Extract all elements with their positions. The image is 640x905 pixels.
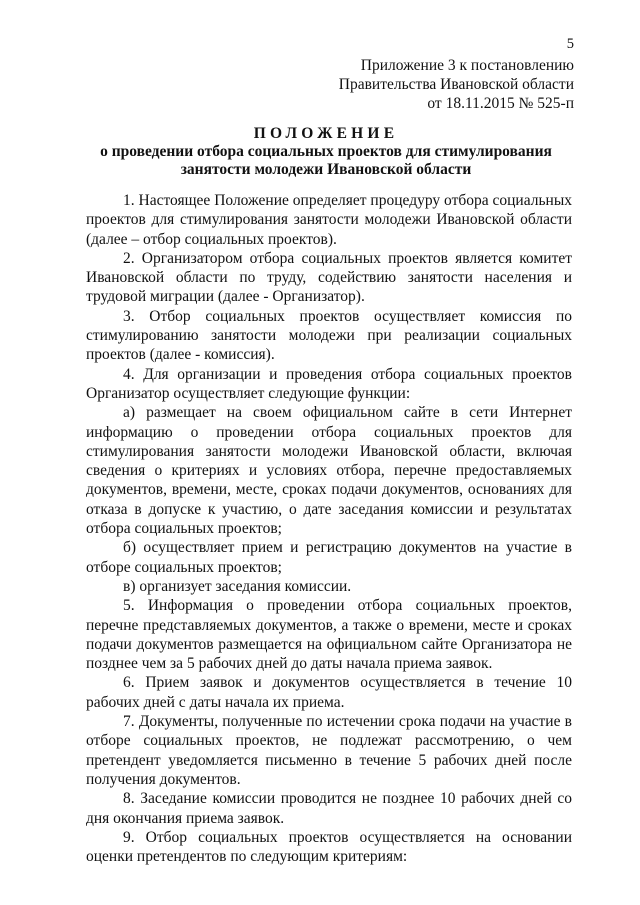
paragraph-2: 2. Организатором отбора социальных проектов является комитет Ивановской области по труду, содействию занятости населения и трудовой миграции (далее - Организатор). <box>86 249 572 306</box>
paragraph-9: 9. Отбор социальных проектов осуществляется на основании оценки претендентов по следующим критериям: <box>86 828 572 866</box>
header-line-3: от 18.11.2015 № 525-п <box>427 95 574 112</box>
title-subtitle-line-2: занятости молодежи Ивановской области <box>180 161 472 178</box>
document-body <box>86 191 572 866</box>
paragraph-8: 8. Заседание комиссии проводится не позднее 10 рабочих дней со дня окончания приема заявок. <box>86 790 572 827</box>
header-line-2: Правительства Ивановской области <box>338 76 574 93</box>
paragraph-7: 7. Документы, полученные по истечении срока подачи на участие в отборе социальных проектов, не подлежат рассмотрению, о чем претендент уведомляется письменно в течение 5 рабочих дней после получения документов. <box>86 713 572 788</box>
paragraph-5: 5. Информация о проведении отбора социальных проектов, перечне представляемых документов, а также о времени, месте и сроках подачи документов размещается на официальном сайте Организатора не позднее чем за 5 рабочих дней до даты начала приема заявок. <box>86 597 572 673</box>
paragraph-4a: а) размещает на своем официальном сайте в сети Интернет информацию о проведении отбора социальных проектов для стимулирования занятости молодежи Ивановской области, включая сведения о критериях и условиях отбора, перечне предоставляемых документов, времени, месте, сроках подачи документов, основаниях для отказа в допуске к участию, о дате заседания комиссии и результатах отбора социальных проектов; <box>86 404 572 538</box>
paragraph-3: 3. Отбор социальных проектов осуществляет комиссия по стимулированию занятости молодежи при реализации социальных проектов (далее - комиссия). <box>86 307 572 364</box>
paragraph-4: 4. Для организации и проведения отбора социальных проектов Организатор осуществляет следующие функции: <box>86 365 572 402</box>
title-subtitle-line-1: о проведении отбора социальных проектов для стимулирования <box>100 143 552 160</box>
document-header <box>339 56 574 113</box>
document-title <box>86 125 566 179</box>
paragraph-1: 1. Настоящее Положение определяет процедуру отбора социальных проектов для стимулирования занятости молодежи Ивановской области (далее – отбор социальных проектов). <box>86 192 572 248</box>
header-line-1: Приложение 3 к постановлению <box>360 57 574 74</box>
paragraph-6: 6. Прием заявок и документов осуществляется в течение 10 рабочих дней с даты начала их приема. <box>86 674 572 711</box>
title-main: ПОЛОЖЕНИЕ <box>253 125 399 142</box>
paragraph-4b: б) осуществляет прием и регистрацию документов на участие в отборе социальных проектов; <box>86 539 572 576</box>
paragraph-4c: в) организует заседания комиссии. <box>123 577 352 595</box>
page-number: 5 <box>566 36 574 52</box>
